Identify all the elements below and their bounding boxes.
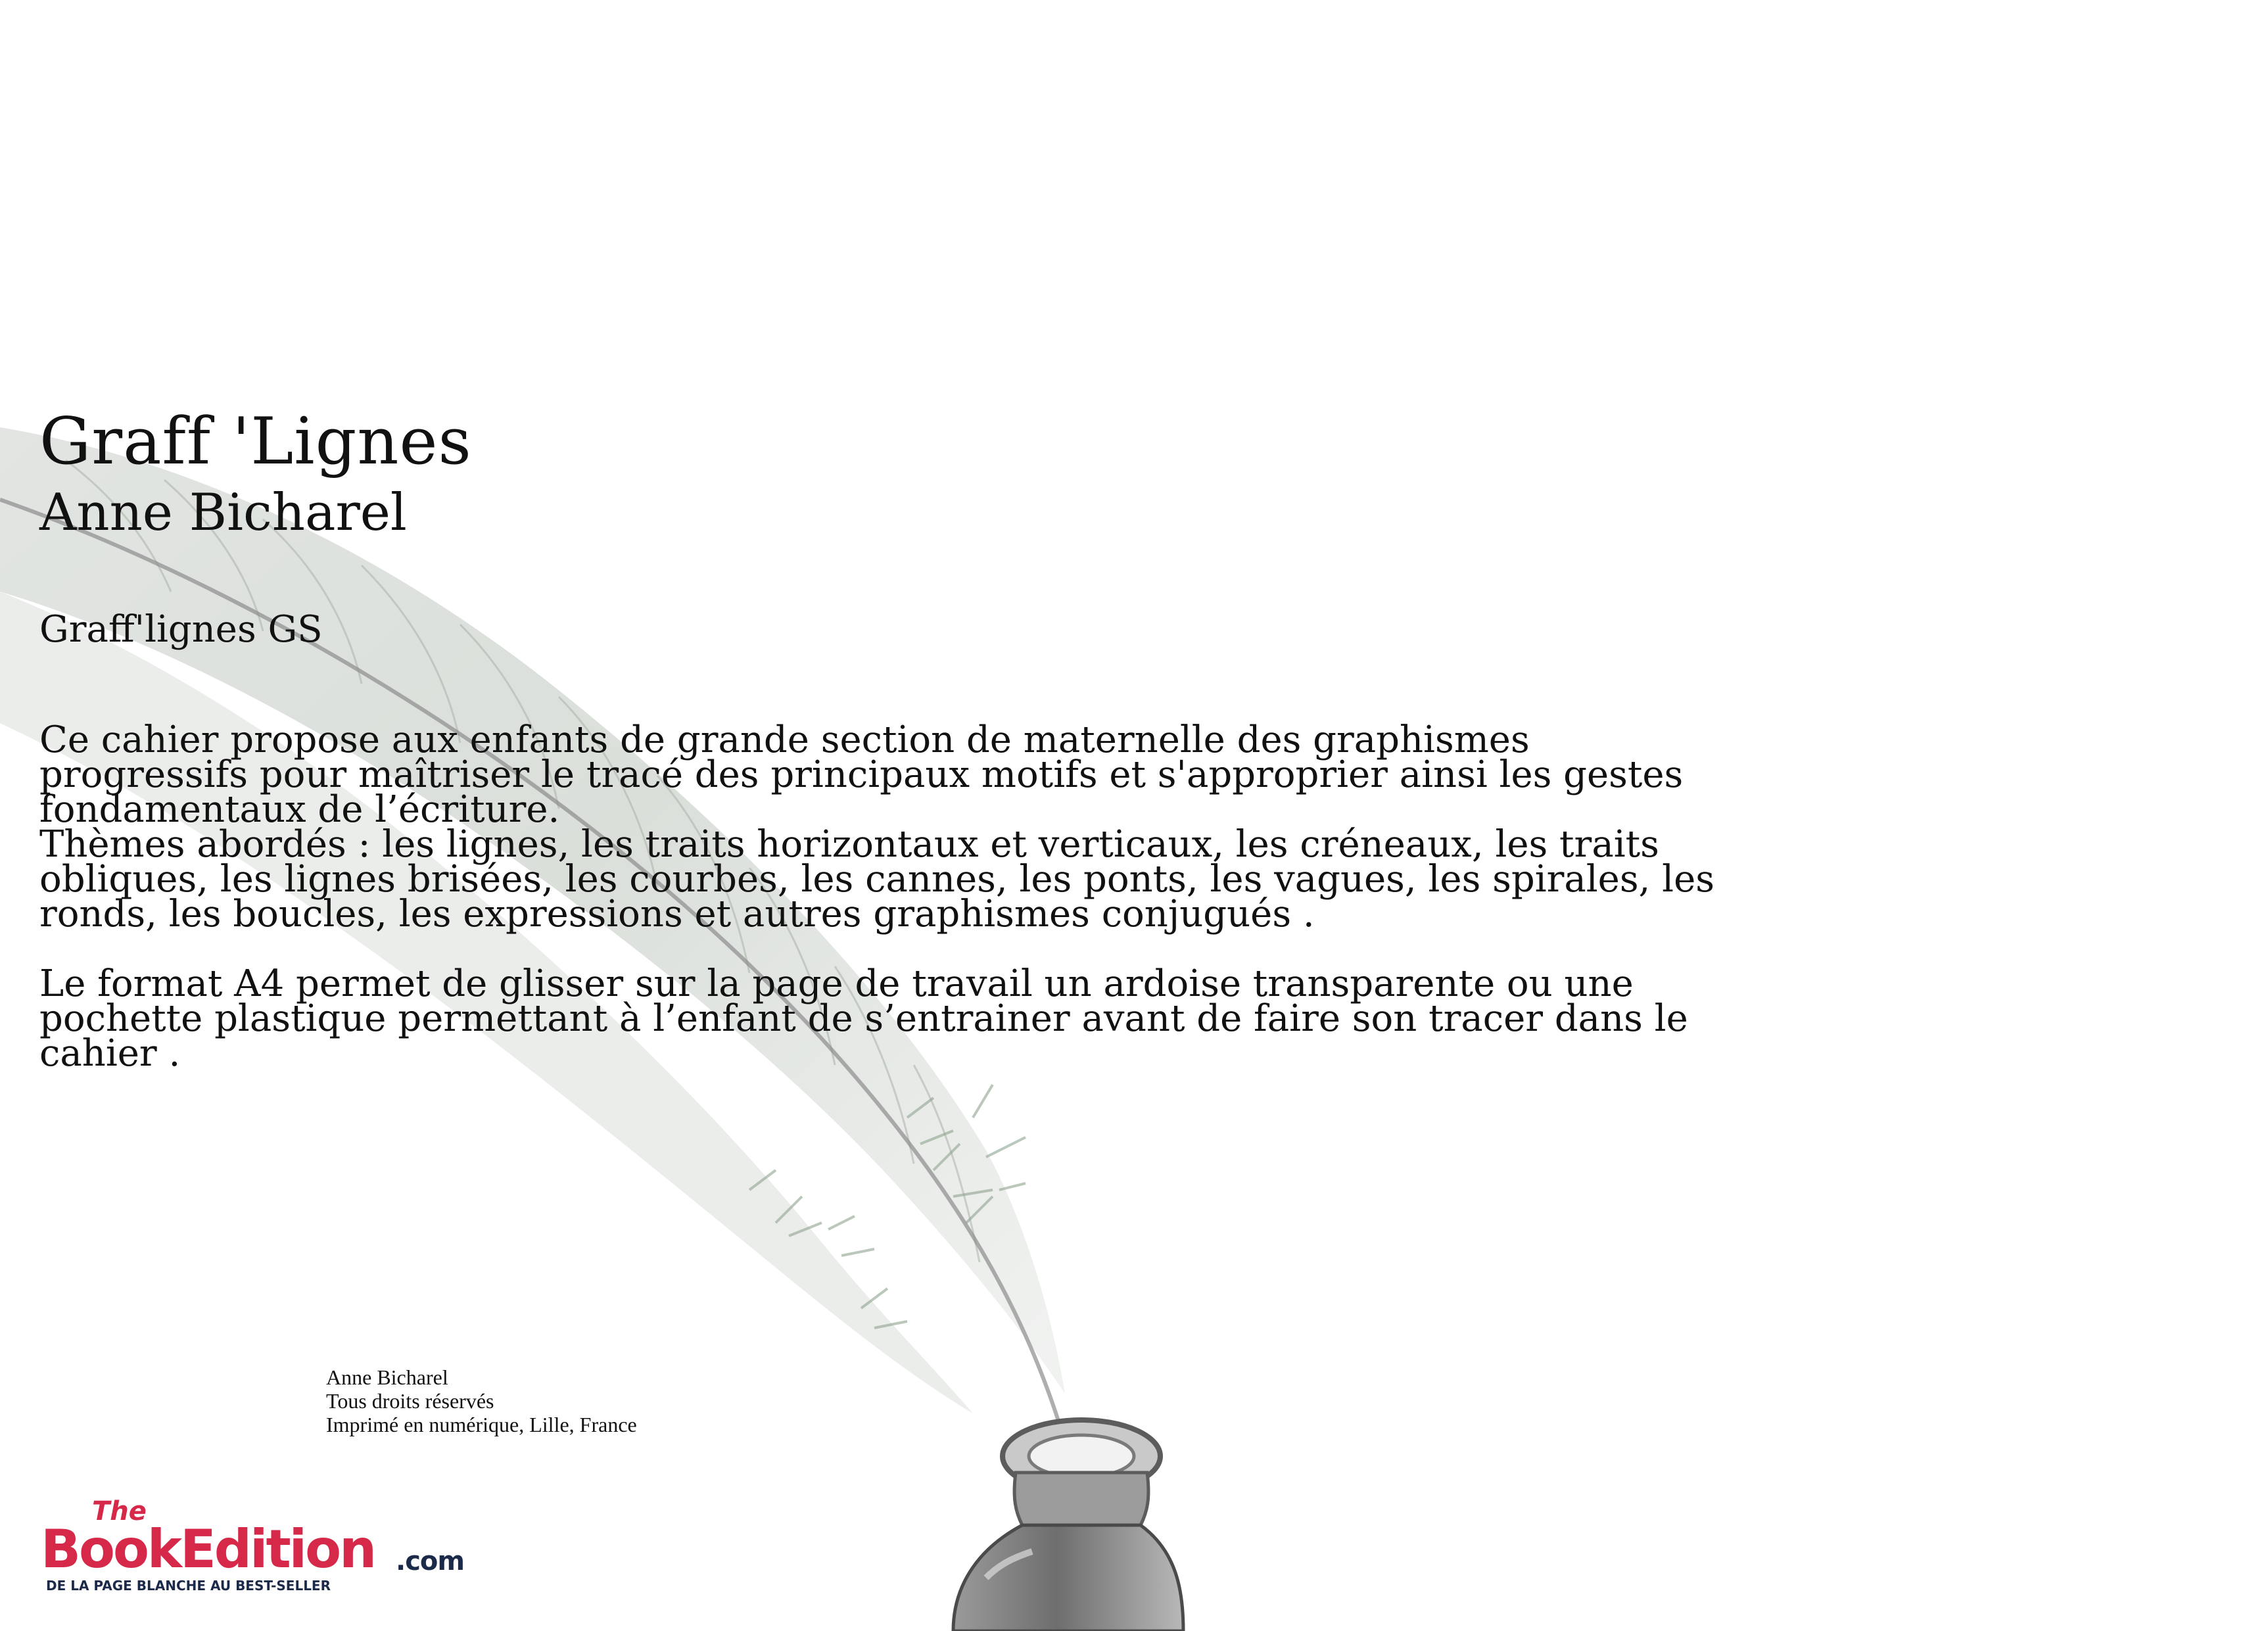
colophon-printed: Imprimé en numérique, Lille, France — [326, 1413, 637, 1436]
colophon-rights: Tous droits réservés — [326, 1389, 494, 1413]
inkwell — [953, 1420, 1183, 1631]
colophon — [326, 1365, 637, 1436]
book-series: Graff'lignes GS — [39, 608, 323, 651]
back-cover-text — [39, 404, 1749, 1076]
logo-domain: .com — [396, 1546, 465, 1576]
publisher-logo — [41, 1496, 465, 1594]
book-description — [39, 719, 1749, 1076]
description-paragraph: Thèmes abordés : les lignes, les traits horizontaux et verticaux, les créneaux, les traits obliques, les lignes brisées, les courbes, les cannes, les ponts, les vagues, les spirales, les ronds, les boucles, les expressions et autres graphismes conjugués . — [39, 823, 1714, 936]
logo-name: BookEdition — [41, 1519, 375, 1580]
book-author: Anne Bicharel — [39, 483, 407, 542]
description-paragraph: Le format A4 permet de glisser sur la page de travail un ardoise transparente ou une pochette plastique permettant à l’enfant de s’entrainer avant de faire son tracer dans le cahier . — [39, 962, 1688, 1076]
logo-the: The — [92, 1496, 147, 1526]
logo-tagline: DE LA PAGE BLANCHE AU BEST-SELLER — [46, 1578, 331, 1594]
colophon-author: Anne Bicharel — [326, 1365, 448, 1389]
book-title: Graff 'Lignes — [39, 404, 472, 479]
description-paragraph: Ce cahier propose aux enfants de grande section de maternelle des graphismes progressifs pour maîtriser le tracé des principaux motifs et s'approprier ainsi les gestes fondamentaux de l’écriture. — [39, 719, 1684, 832]
